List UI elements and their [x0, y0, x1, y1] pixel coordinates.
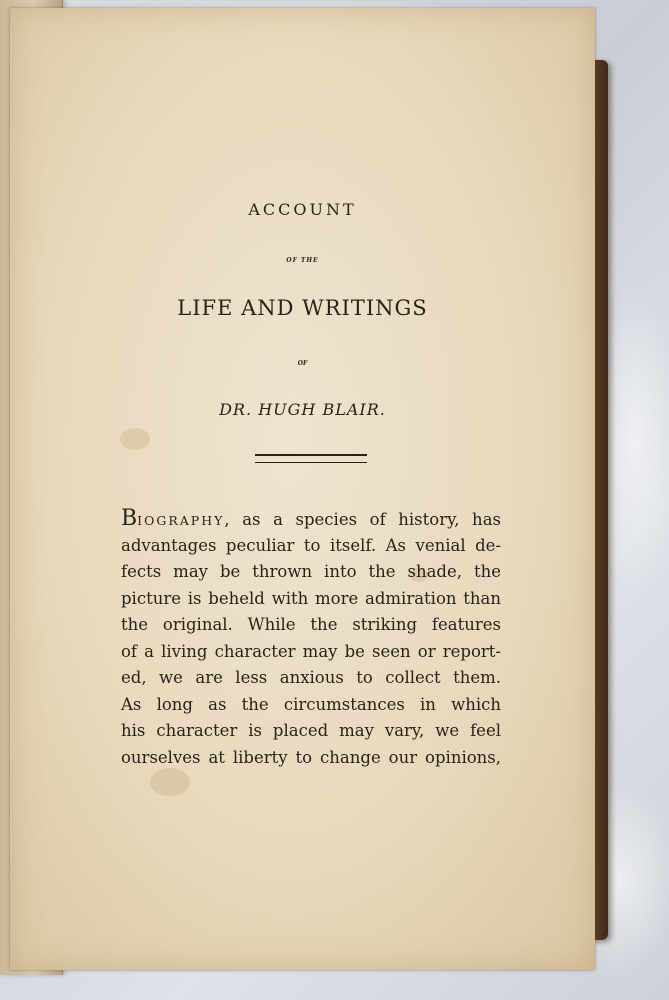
body-paragraph	[121, 506, 501, 771]
title-account: ACCOUNT	[248, 200, 357, 219]
title-of-the: OF THE	[286, 257, 319, 264]
text-line: As long as the circumstances in which	[121, 694, 501, 714]
text-line-first	[121, 506, 501, 533]
title-of: OF	[297, 360, 308, 367]
text-line: advantages peculiar to itself. As venial de-	[121, 535, 501, 555]
title-life-and-writings: LIFE AND WRITINGS	[177, 296, 428, 320]
text-line: ourselves at liberty to change our opinions,	[121, 747, 501, 767]
text-line: ed, we are less anxious to collect them.	[121, 668, 501, 687]
first-line-rest: , as a species of history, has	[224, 510, 501, 529]
title-author-name: DR. HUGH BLAIR.	[219, 400, 386, 419]
book-page	[10, 8, 595, 970]
text-line: the original. While the striking features	[121, 615, 501, 634]
text-line: his character is placed may vary, we feel	[121, 721, 501, 740]
foxing-stain	[150, 768, 190, 796]
text-line: of a living character may be seen or report-	[121, 641, 501, 661]
foxing-stain	[120, 428, 150, 450]
decorative-double-rule	[255, 454, 367, 463]
text-line: fects may be thrown into the shade, the	[121, 562, 501, 581]
small-caps-word: IOGRAPHY	[137, 513, 225, 528]
drop-cap: B	[121, 506, 138, 531]
text-line: picture is beheld with more admiration than	[121, 588, 501, 608]
